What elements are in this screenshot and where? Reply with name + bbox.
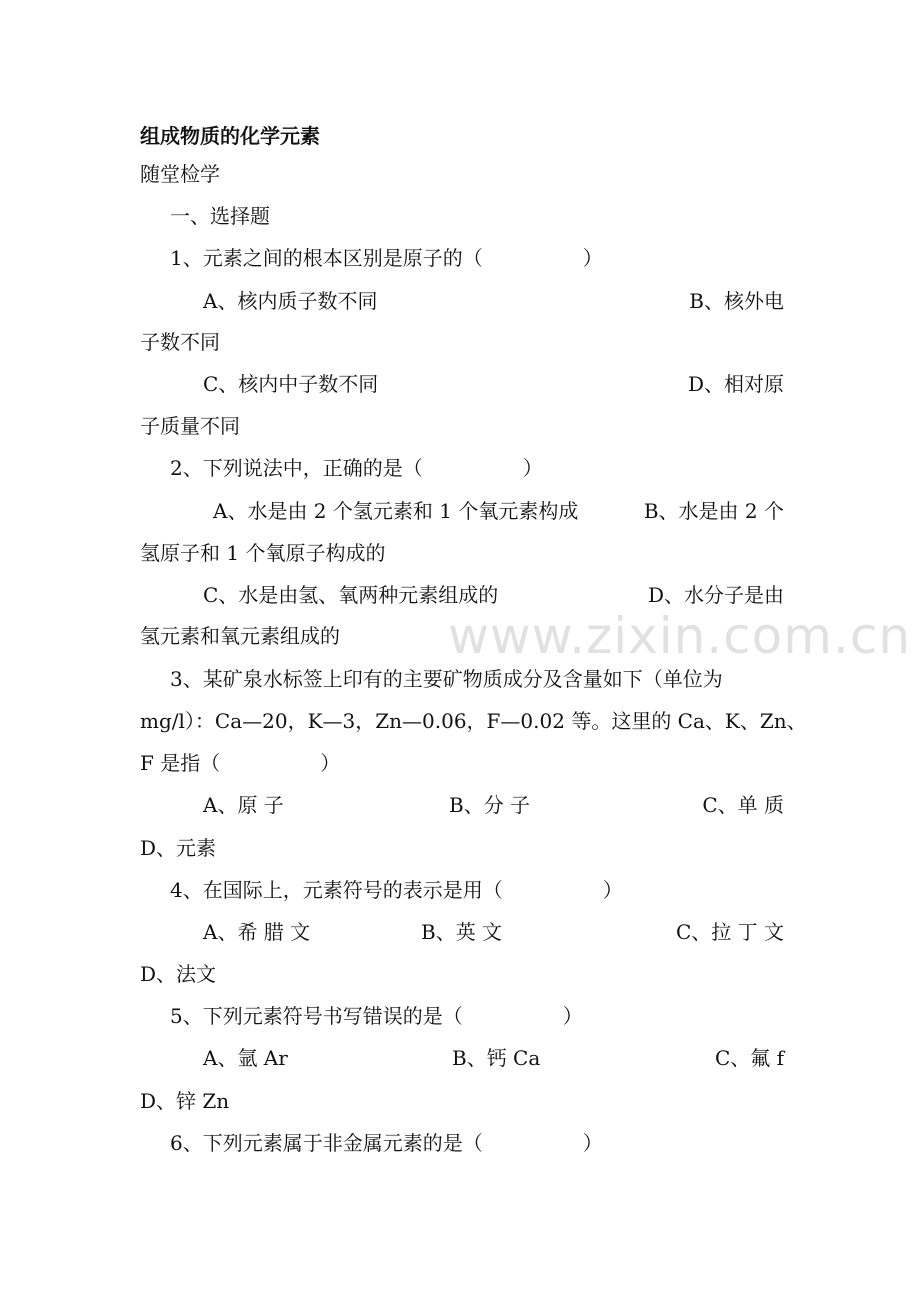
question-2-option-d-continued: 氢元素和氧元素组成的 <box>140 624 340 648</box>
question-1-option-a: A、核内质子数不同 <box>203 289 378 313</box>
question-4-stem: 4、在国际上，元素符号的表示是用（ ） <box>170 878 623 902</box>
question-2-option-d: D、水分子是由 <box>647 583 784 607</box>
question-5-option-b: B、钙 Ca <box>452 1046 541 1070</box>
question-1-stem: 1、元素之间的根本区别是原子的（ ） <box>170 246 603 270</box>
question-1-option-c: C、核内中子数不同 <box>203 372 379 396</box>
question-2-stem: 2、下列说法中，正确的是（ ） <box>170 456 543 480</box>
question-5-stem: 5、下列元素符号书写错误的是（ ） <box>170 1004 583 1028</box>
question-3-option-c: C、单 质 <box>702 793 784 817</box>
question-3-stem-line-2: mg/l）：Ca—20，K—3，Zn—0.06，F—0.02 等。这里的 Ca、K、Zn、 <box>140 709 807 733</box>
question-1-option-b: B、核外电 <box>689 289 784 313</box>
question-2-option-a: A、水是由 2 个氢元素和 1 个氧元素构成 <box>213 499 579 523</box>
question-5-option-d: D、锌 Zn <box>140 1089 230 1113</box>
question-3-option-b: B、分 子 <box>449 793 531 817</box>
question-5-option-c: C、氟 f <box>714 1046 784 1070</box>
question-1-option-d: D、相对原 <box>687 372 784 396</box>
watermark: www.zixin.com.cn <box>448 607 912 665</box>
question-5-option-a: A、氩 Ar <box>203 1046 288 1070</box>
section-heading: 一、选择题 <box>170 204 270 228</box>
question-1-option-d-continued: 子质量不同 <box>140 414 240 438</box>
question-2-option-c: C、水是由氢、氧两种元素组成的 <box>203 583 499 607</box>
question-4-option-c: C、拉 丁 文 <box>675 920 784 944</box>
question-4-option-b: B、英 文 <box>421 920 503 944</box>
subtitle: 随堂检学 <box>140 162 220 186</box>
question-3-stem-line-1: 3、某矿泉水标签上印有的主要矿物质成分及含量如下（单位为 <box>170 667 723 691</box>
question-3-option-a: A、原 子 <box>203 793 284 817</box>
page-title: 组成物质的化学元素 <box>140 124 320 148</box>
question-2-option-b: B、水是由 2 个 <box>643 499 784 523</box>
question-3-stem-line-3: F 是指（ ） <box>140 751 341 775</box>
question-4-option-a: A、希 腊 文 <box>203 920 311 944</box>
question-1-option-b-continued: 子数不同 <box>140 330 220 354</box>
question-3-option-d: D、元素 <box>140 836 217 860</box>
question-2-option-b-continued: 氢原子和 1 个氧原子构成的 <box>140 541 386 565</box>
question-4-option-d: D、法文 <box>140 962 217 986</box>
question-6-stem: 6、下列元素属于非金属元素的是（ ） <box>170 1131 603 1155</box>
